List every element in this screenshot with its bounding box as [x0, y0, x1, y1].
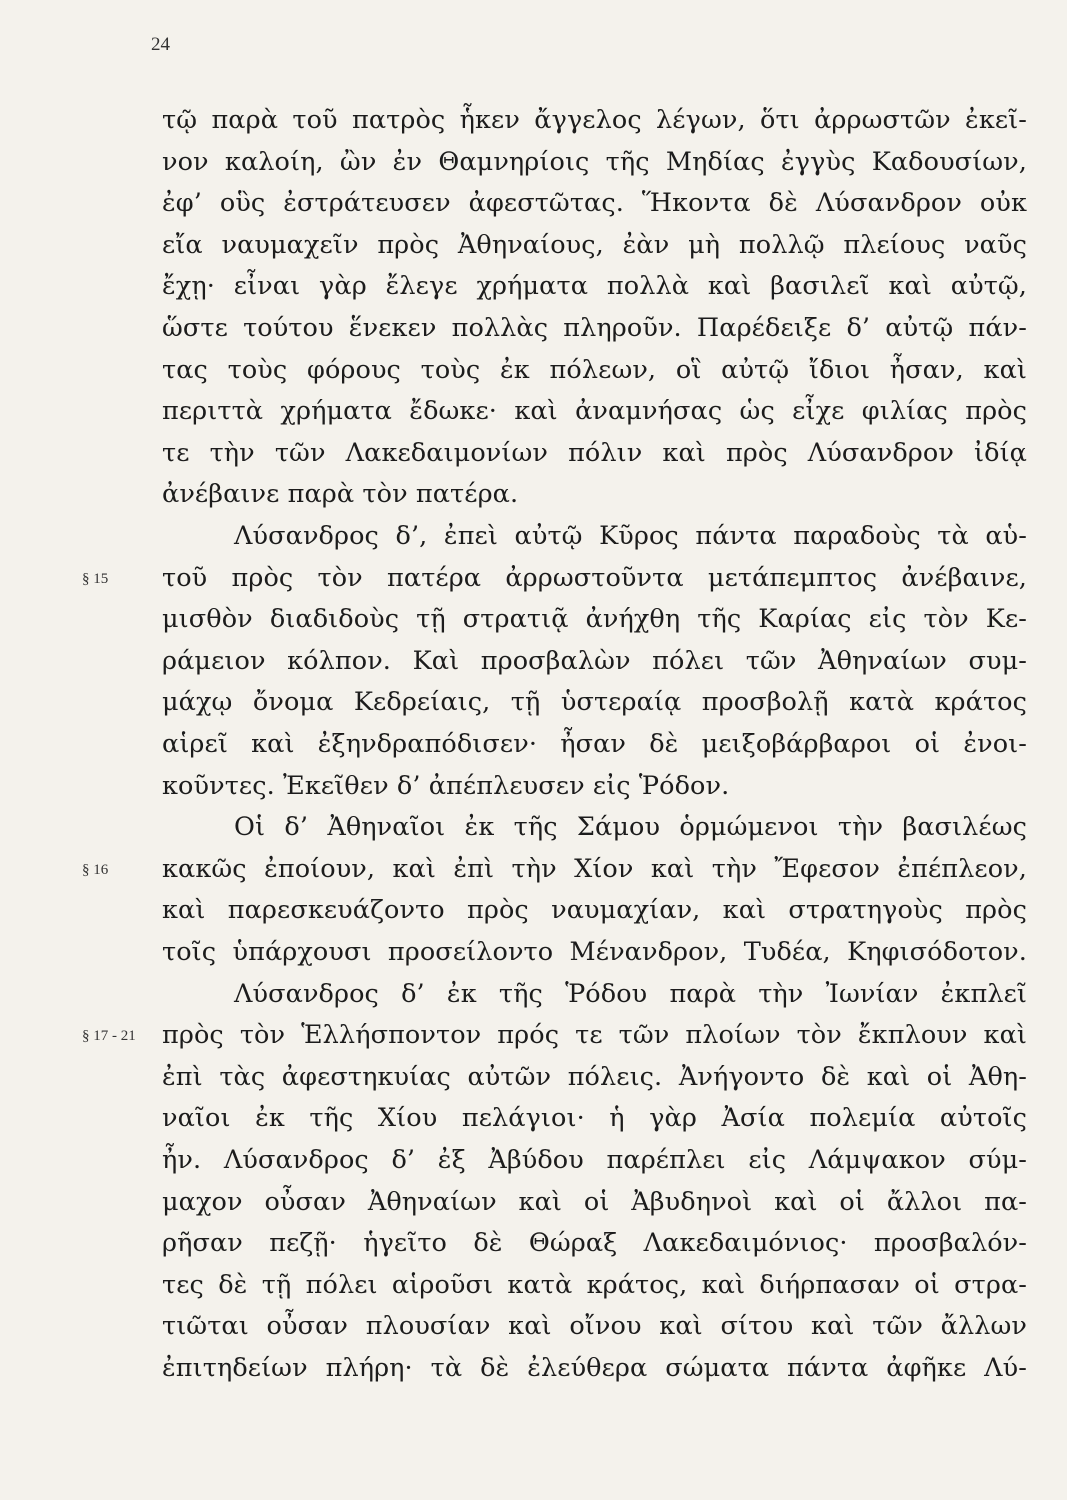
- text-line: εἴα ναυμαχεῖν πρὸς Ἀθηναίους, ἐὰν μὴ πολλῷ πλείους ναῦς: [162, 229, 1027, 260]
- text-line: αἱρεῖ καὶ ἐξηνδραπόδισεν· ἦσαν δὲ μειξοβάρβαροι οἱ ἐνοι-: [162, 729, 1027, 759]
- text-line: περιττὰ χρήματα ἔδωκε· καὶ ἀναμνήσας ὡς εἶχε φιλίας πρὸς: [162, 396, 1027, 427]
- text-line: τες δὲ τῇ πόλει αἱροῦσι κατὰ κράτος, καὶ διήρπασαν οἱ στρα-: [162, 1269, 1027, 1300]
- text-line: ρῆσαν πεζῇ· ἡγεῖτο δὲ Θώραξ Λακεδαιμόνιος· προσβαλόν-: [162, 1228, 1027, 1259]
- section-marker: § 17 - 21: [82, 1028, 136, 1045]
- text-line: πρὸς τὸν Ἑλλήσποντον πρός τε τῶν πλοίων τὸν ἔκπλουν καὶ: [162, 1020, 1027, 1051]
- text-line: ἐφ’ οὓς ἐστράτευσεν ἀφεστῶτας. Ἥκοντα δὲ Λύσανδρον οὐκ: [162, 188, 1027, 219]
- text-line: Λύσανδρος δ’, ἐπεὶ αὐτῷ Κῦρος πάντα παραδοὺς τὰ αὑ-: [234, 521, 1027, 551]
- text-line: κοῦντες. Ἐκεῖθεν δ’ ἀπέπλευσεν εἰς Ῥόδον.: [162, 770, 730, 801]
- text-line: τε τὴν τῶν Λακεδαιμονίων πόλιν καὶ πρὸς Λύσανδρον ἰδίᾳ: [162, 437, 1027, 468]
- text-line: ὥστε τούτου ἕνεκεν πολλὰς πληροῦν. Παρέδειξε δ’ αὐτῷ πάν-: [162, 313, 1027, 343]
- section-marker: § 15: [82, 570, 109, 587]
- text-line: ἔχῃ· εἶναι γὰρ ἔλεγε χρήματα πολλὰ καὶ βασιλεῖ καὶ αὐτῷ,: [162, 271, 1027, 302]
- text-line: τῷ παρὰ τοῦ πατρὸς ἧκεν ἄγγελος λέγων, ὅτι ἀρρωστῶν ἐκεῖ-: [162, 105, 1027, 135]
- text-line: ράμειον κόλπον. Καὶ προσβαλὼν πόλει τῶν Ἀθηναίων συμ-: [162, 645, 1027, 676]
- text-line: καὶ παρεσκευάζοντο πρὸς ναυμαχίαν, καὶ στρατηγοὺς πρὸς: [162, 895, 1027, 926]
- page-number: 24: [151, 34, 170, 55]
- text-line: Οἱ δ’ Ἀθηναῖοι ἐκ τῆς Σάμου ὁρμώμενοι τὴν βασιλέως: [234, 812, 1027, 843]
- text-line: ἐπιτηδείων πλήρη· τὰ δὲ ἐλεύθερα σώματα πάντα ἀφῆκε Λύ-: [162, 1353, 1027, 1383]
- text-line: ἐπὶ τὰς ἀφεστηκυίας αὐτῶν πόλεις. Ἀνήγοντο δὲ καὶ οἱ Ἀθη-: [162, 1061, 1027, 1092]
- text-line: τοῦ πρὸς τὸν πατέρα ἀρρωστοῦντα μετάπεμπτος ἀνέβαινε,: [162, 562, 1027, 593]
- text-line: νον καλοίη, ὢν ἐν Θαμνηρίοις τῆς Μηδίας ἐγγὺς Καδουσίων,: [162, 146, 1027, 177]
- text-line: τοῖς ὑπάρχουσι προσείλοντο Μένανδρον, Τυδέα, Κηφισόδοτον.: [162, 937, 1027, 967]
- text-line: μάχῳ ὄνομα Κεδρείαις, τῇ ὑστεραίᾳ προσβολῇ κατὰ κράτος: [162, 687, 1027, 718]
- text-line: μισθὸν διαδιδοὺς τῇ στρατιᾷ ἀνήχθη τῆς Καρίας εἰς τὸν Κε-: [162, 604, 1027, 635]
- text-line: τιῶται οὖσαν πλουσίαν καὶ οἴνου καὶ σίτου καὶ τῶν ἄλλων: [162, 1311, 1027, 1342]
- text-line: κακῶς ἐποίουν, καὶ ἐπὶ τὴν Χίον καὶ τὴν Ἔφεσον ἐπέπλεον,: [162, 853, 1027, 884]
- text-line: μαχον οὖσαν Ἀθηναίων καὶ οἱ Ἀβυδηνοὶ καὶ οἱ ἄλλοι πα-: [162, 1186, 1027, 1217]
- text-line: ἦν. Λύσανδρος δ’ ἐξ Ἀβύδου παρέπλει εἰς Λάμψακον σύμ-: [162, 1145, 1027, 1175]
- text-line: ἀνέβαινε παρὰ τὸν πατέρα.: [162, 479, 519, 510]
- section-marker: § 16: [82, 861, 109, 878]
- text-line: τας τοὺς φόρους τοὺς ἐκ πόλεων, οἳ αὐτῷ ἴδιοι ἦσαν, καὶ: [162, 354, 1027, 385]
- text-line: Λύσανδρος δ’ ἐκ τῆς Ῥόδου παρὰ τὴν Ἰωνίαν ἐκπλεῖ: [234, 978, 1027, 1009]
- text-line: ναῖοι ἐκ τῆς Χίου πελάγιοι· ἡ γὰρ Ἀσία πολεμία αὐτοῖς: [162, 1103, 1027, 1134]
